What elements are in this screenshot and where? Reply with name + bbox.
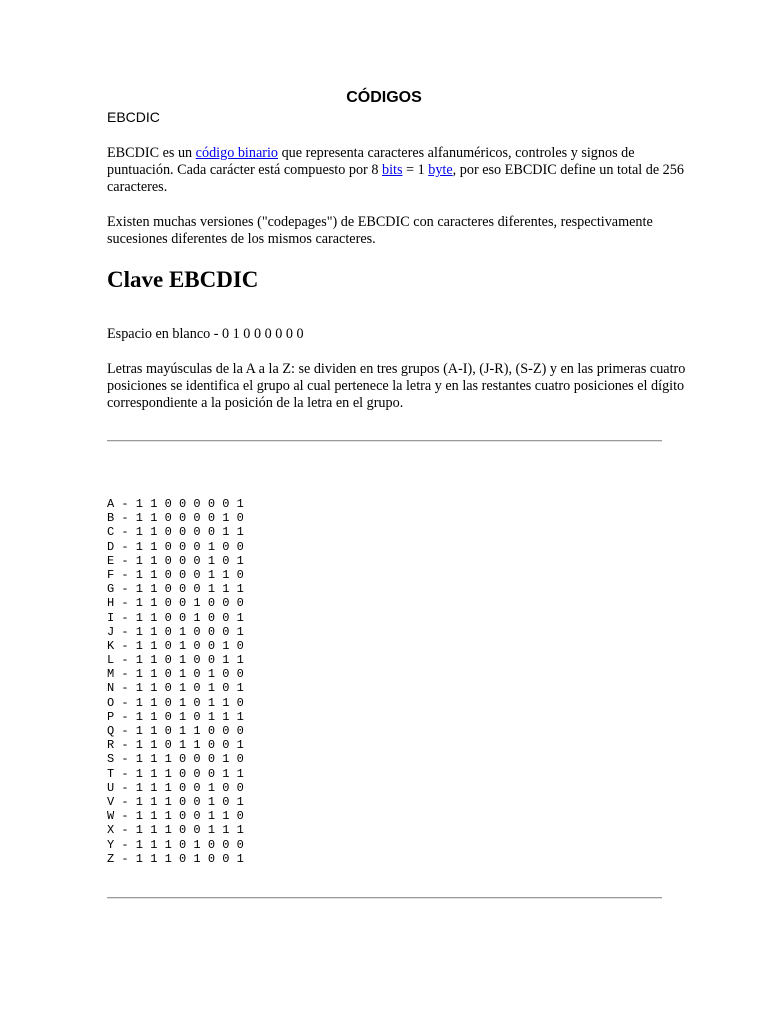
- code-row: M - 1 1 0 1 0 1 0 0: [107, 667, 244, 682]
- code-row: K - 1 1 0 1 0 0 1 0: [107, 638, 244, 653]
- code-row: C - 1 1 0 0 0 0 1 1: [107, 525, 244, 540]
- code-row: T - 1 1 1 0 0 0 1 1: [107, 766, 244, 781]
- code-row: Z - 1 1 1 0 1 0 0 1: [107, 851, 244, 866]
- code-row: S - 1 1 1 0 0 0 1 0: [107, 752, 244, 767]
- code-row: L - 1 1 0 1 0 0 1 1: [107, 653, 244, 668]
- intro-text-1: EBCDIC es un: [107, 145, 196, 161]
- divider-top: [107, 440, 662, 442]
- code-row: P - 1 1 0 1 0 1 1 1: [107, 709, 244, 724]
- code-row: I - 1 1 0 0 1 0 0 1: [107, 610, 244, 625]
- code-row: R - 1 1 0 1 1 0 0 1: [107, 738, 244, 753]
- versions-paragraph: Existen muchas versiones ("codepages") de EBCDIC con caracteres diferentes, respectivamente sucesiones diferentes de los mismos caracteres.: [107, 214, 653, 247]
- letters-paragraph: Letras mayúsculas de la A a la Z: se dividen en tres grupos (A-I), (J-R), (S-Z) y en las primeras cuatro posiciones se identifica el grupo al cual pertenece la letra y en las restantes cuatro posiciones el dígito correspondiente a la posición de la letra en el grupo.: [107, 361, 686, 411]
- code-row: F - 1 1 0 0 0 1 1 0: [107, 567, 244, 582]
- code-row: E - 1 1 0 0 0 1 0 1: [107, 553, 244, 568]
- code-row: H - 1 1 0 0 1 0 0 0: [107, 596, 244, 611]
- ebcdic-code-list: [107, 497, 244, 866]
- code-row: W - 1 1 1 0 0 1 1 0: [107, 809, 244, 824]
- code-row: D - 1 1 0 0 0 1 0 0: [107, 539, 244, 554]
- code-row: V - 1 1 1 0 0 1 0 1: [107, 794, 244, 809]
- code-row: A - 1 1 0 0 0 0 0 1: [107, 497, 244, 511]
- space-paragraph: Espacio en blanco - 0 1 0 0 0 0 0 0: [107, 326, 304, 342]
- code-row: G - 1 1 0 0 0 1 1 1: [107, 582, 244, 597]
- page-subtitle: EBCDIC: [107, 109, 160, 125]
- intro-text-3: = 1: [402, 162, 429, 178]
- code-row: Q - 1 1 0 1 1 0 0 0: [107, 724, 244, 738]
- code-row: B - 1 1 0 0 0 0 1 0: [107, 511, 244, 526]
- page-title: CÓDIGOS: [346, 89, 422, 106]
- code-row: X - 1 1 1 0 0 1 1 1: [107, 823, 244, 838]
- code-row: J - 1 1 0 1 0 0 0 1: [107, 624, 244, 639]
- code-row: U - 1 1 1 0 0 1 0 0: [107, 780, 244, 795]
- code-row: N - 1 1 0 1 0 1 0 1: [107, 681, 244, 696]
- divider-bottom: [107, 897, 662, 899]
- intro-paragraph: [107, 145, 687, 196]
- intro-text-2: que representa caracteres alfanuméricos, controles y signos de puntuación. Cada carácter está compuesto por 8: [107, 145, 635, 178]
- bits-link[interactable]: bits: [381, 162, 403, 178]
- code-row: O - 1 1 0 1 0 1 1 0: [107, 695, 244, 710]
- byte-link[interactable]: byte: [428, 162, 453, 178]
- code-row: Y - 1 1 1 0 1 0 0 0: [107, 837, 244, 852]
- codigo-binario-link[interactable]: código binario: [195, 145, 279, 161]
- section-heading: Clave EBCDIC: [107, 267, 259, 292]
- intro-text-4: , por eso EBCDIC define un total de 256 caracteres.: [107, 162, 684, 195]
